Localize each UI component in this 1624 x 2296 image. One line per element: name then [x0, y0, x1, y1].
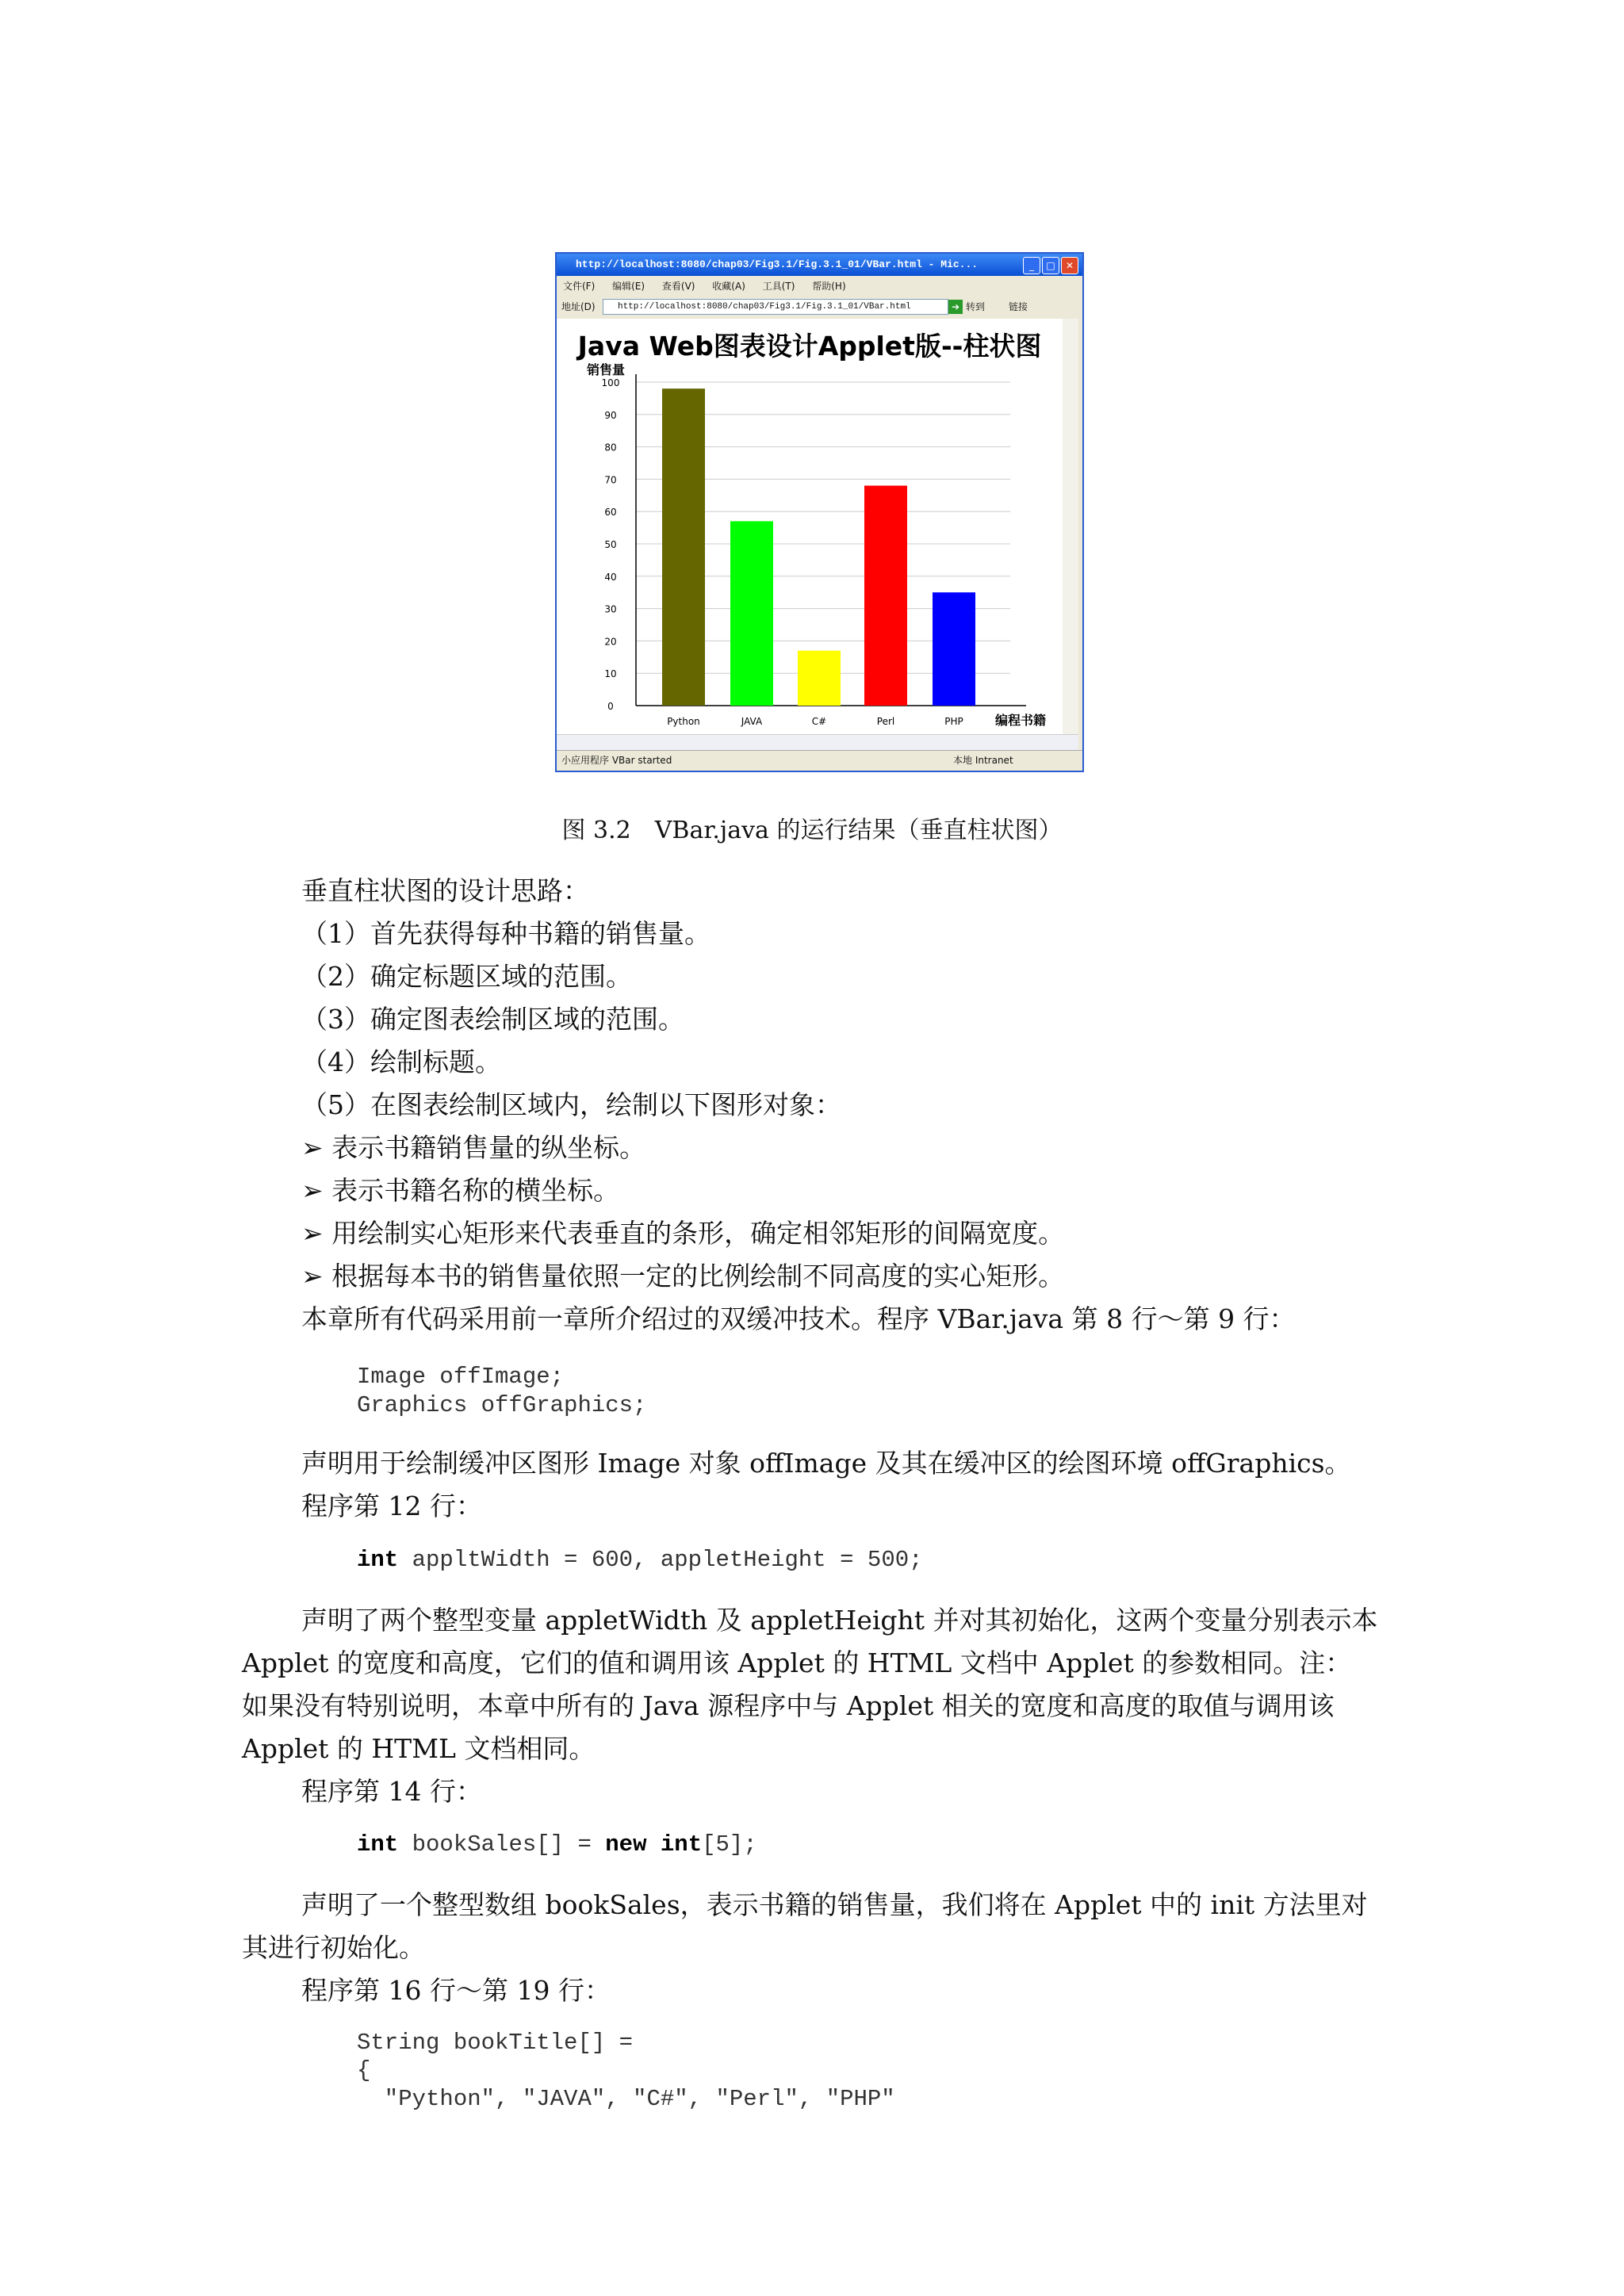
- y-tick-label: 10: [604, 668, 617, 680]
- text-line: （3）确定图表绘制区域的范围。: [301, 1004, 684, 1035]
- bullet-icon: ➢: [301, 1218, 324, 1249]
- y-tick-label: 50: [604, 539, 617, 550]
- y-tick-label: 70: [604, 474, 617, 486]
- y-tick-label: 40: [604, 571, 617, 583]
- menu-tools[interactable]: 工具(T): [762, 281, 795, 292]
- text-line: （2）确定标题区域的范围。: [301, 961, 632, 992]
- text-line: 如果没有特别说明，本章中所有的 Java 源程序中与 Applet 相关的宽度和高度的取值与调用该: [242, 1690, 1335, 1721]
- figure-caption: 图 3.2 VBar.java 的运行结果（垂直柱状图）: [561, 817, 1063, 844]
- y-tick-label: 90: [604, 409, 617, 421]
- text-line: 程序第 12 行：: [301, 1490, 482, 1521]
- menu-file[interactable]: 文件(F): [563, 281, 596, 292]
- text-line: 垂直柱状图的设计思路：: [301, 875, 589, 906]
- text-line: （1）首先获得每种书籍的销售量。: [301, 918, 710, 949]
- keyword: new: [605, 1831, 647, 1858]
- window-title: http://localhost:8080/chap03/Fig3.1/Fig.3.1_01/VBar.html - Mic...: [576, 258, 979, 270]
- y-tick-label: 0: [607, 701, 614, 712]
- text-line: （4）绘制标题。: [301, 1047, 501, 1077]
- address-input[interactable]: http://localhost:8080/chap03/Fig3.1/Fig.3.1_01/VBar.html: [603, 299, 948, 315]
- keyword: int: [357, 1831, 399, 1858]
- code-line: "Python", "JAVA", "C#", "Perl", "PHP": [357, 2086, 895, 2112]
- text-line: 声明了两个整型变量 appletWidth 及 appletHeight 并对其初始化，这两个变量分别表示本: [301, 1605, 1378, 1636]
- text-line: 声明用于绘制缓冲区图形 Image 对象 offImage 及其在缓冲区的绘图环境 offGraphics。: [301, 1448, 1351, 1479]
- code-text: bookSales[] =: [398, 1831, 606, 1858]
- text-line: Applet 的 HTML 文档相同。: [242, 1733, 596, 1764]
- bullet-text: 用绘制实心矩形来代表垂直的条形，确定相邻矩形的间隔宽度。: [331, 1218, 1065, 1249]
- bullet-icon: ➢: [301, 1175, 324, 1206]
- bullet-item: [301, 1218, 1064, 1249]
- bullet-item: [301, 1261, 1064, 1292]
- menu-view[interactable]: 查看(V): [661, 281, 695, 292]
- bar-java: [730, 521, 773, 706]
- x-tick-label: JAVA: [741, 716, 763, 727]
- text-line: 其进行初始化。: [242, 1932, 425, 1963]
- text-line: 程序第 16 行～第 19 行：: [301, 1975, 611, 2006]
- x-tick-label: C#: [811, 716, 827, 727]
- bullet-item: [301, 1175, 619, 1207]
- status-bar: [557, 750, 1082, 770]
- bullet-text: 表示书籍销售量的纵坐标。: [331, 1132, 646, 1163]
- bar-chart: [557, 319, 1063, 734]
- browser-window: [555, 252, 1084, 772]
- keyword: int: [357, 1547, 399, 1573]
- links-button[interactable]: 链接: [1009, 301, 1028, 312]
- code-text: [5];: [702, 1831, 757, 1858]
- close-button[interactable]: ✕: [1061, 257, 1078, 274]
- chart-title: Java Web图表设计Applet版--柱状图: [577, 331, 1042, 362]
- go-button[interactable]: 转到: [966, 301, 986, 312]
- text-line: （5）在图表绘制区域内，绘制以下图形对象：: [301, 1089, 841, 1120]
- bar-perl: [864, 486, 907, 706]
- menu-help[interactable]: 帮助(H): [812, 281, 846, 292]
- bullet-icon: ➢: [301, 1132, 324, 1163]
- bullet-icon: ➢: [301, 1261, 324, 1292]
- code-line: Graphics offGraphics;: [357, 1392, 647, 1418]
- y-tick-label: 100: [601, 377, 620, 388]
- menu-favorites[interactable]: 收藏(A): [712, 281, 745, 292]
- y-tick-label: 30: [604, 603, 617, 615]
- address-bar: [557, 297, 1082, 317]
- code-text: appltWidth = 600, appletHeight = 500;: [398, 1547, 923, 1573]
- zone-text: 本地 Intranet: [953, 755, 1013, 766]
- bullet-item: [301, 1132, 645, 1164]
- y-tick-label: 20: [604, 636, 617, 648]
- code-line: [357, 1831, 757, 1859]
- y-axis-label: 销售量: [587, 362, 626, 377]
- minimize-button[interactable]: _: [1023, 257, 1040, 274]
- x-axis-label: 编程书籍: [994, 713, 1047, 728]
- text-line: 程序第 14 行：: [301, 1776, 482, 1807]
- code-line: String bookTitle[] =: [357, 2030, 634, 2056]
- bar-python: [662, 388, 705, 706]
- applet-area: [557, 319, 1063, 734]
- go-arrow-icon[interactable]: ➔: [948, 300, 963, 314]
- text-line: 本章所有代码采用前一章所介绍过的双缓冲技术。程序 VBar.java 第 8 行～第 9 行：: [301, 1303, 1296, 1334]
- text-line: 声明了一个整型数组 bookSales，表示书籍的销售量，我们将在 Applet 中的 init 方法里对: [301, 1889, 1368, 1920]
- x-tick-label: Python: [667, 716, 700, 727]
- keyword: int: [660, 1831, 703, 1858]
- title-bar: [557, 254, 1082, 276]
- y-tick-label: 80: [604, 442, 617, 453]
- bar-csharp: [798, 651, 841, 706]
- menu-edit[interactable]: 编辑(E): [612, 281, 645, 292]
- bar-php: [933, 592, 975, 706]
- x-tick-label: Perl: [876, 716, 895, 727]
- bullet-text: 表示书籍名称的横坐标。: [331, 1175, 620, 1206]
- code-line: [357, 1546, 923, 1575]
- address-label: 地址(D): [561, 301, 596, 312]
- status-text: 小应用程序 VBar started: [561, 755, 672, 766]
- code-line: {: [357, 2057, 371, 2084]
- menu-bar: [557, 276, 1082, 297]
- vertical-scrollbar[interactable]: [1063, 319, 1078, 734]
- code-line: Image offImage;: [357, 1364, 565, 1390]
- maximize-button[interactable]: □: [1042, 257, 1059, 274]
- bullet-text: 根据每本书的销售量依照一定的比例绘制不同高度的实心矩形。: [331, 1261, 1065, 1292]
- y-tick-label: 60: [604, 507, 617, 519]
- text-line: Applet 的宽度和高度，它们的值和调用该 Applet 的 HTML 文档中 Applet 的参数相同。注：: [242, 1647, 1352, 1678]
- x-tick-label: PHP: [944, 716, 963, 727]
- horizontal-scrollbar[interactable]: [557, 734, 1078, 751]
